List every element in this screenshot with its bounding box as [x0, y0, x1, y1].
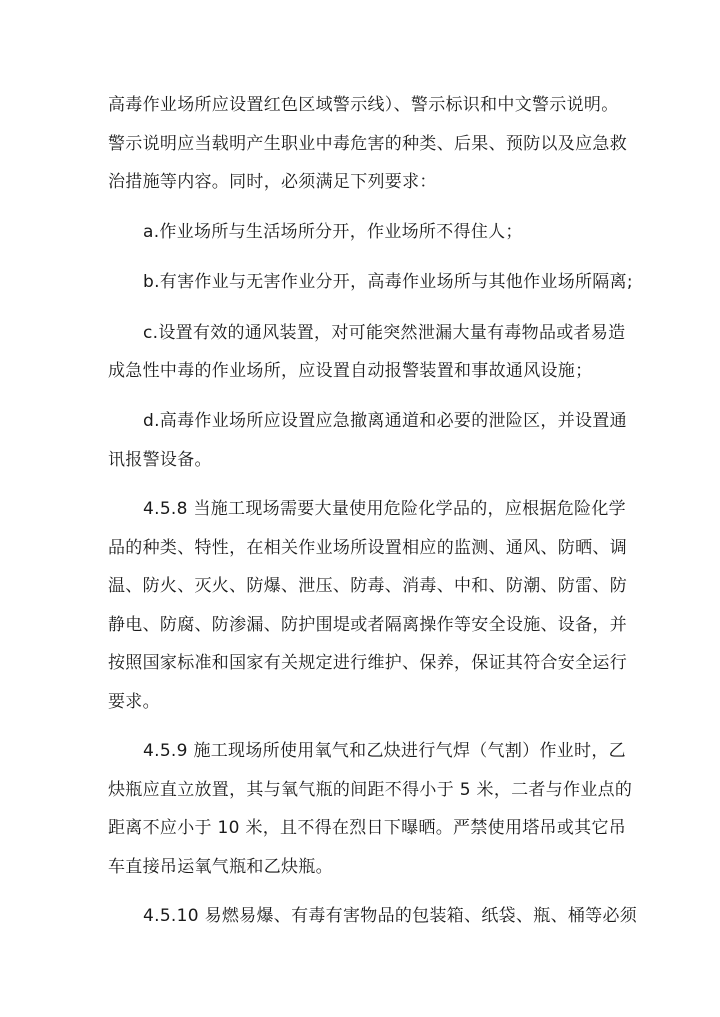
text-line: 治措施等内容。同时，必须满足下列要求：: [108, 172, 437, 192]
text-line: 品的种类、特性，在相关作业场所设置相应的监测、通风、防晒、调: [108, 538, 627, 558]
text-line: 讯报警设备。: [108, 450, 212, 470]
text-line: 4.5.8 当施工现场需要大量使用危险化学品的，应根据危险化学: [143, 499, 626, 519]
text-line: 车直接吊运氧气瓶和乙炔瓶。: [108, 857, 333, 877]
text-line: 高毒作业场所应设置红色区域警示线）、警示标识和中文警示说明。: [108, 95, 619, 115]
text-line: 炔瓶应直立放置，其与氧气瓶的间距不得小于 5 米，二者与作业点的: [108, 780, 633, 800]
text-line: b.有害作业与无害作业分开，高毒作业场所与其他作业场所隔离;: [143, 272, 633, 292]
text-line: 警示说明应当载明产生职业中毒危害的种类、后果、预防以及应急救: [108, 134, 627, 154]
text-line: 距离不应小于 10 米，且不得在烈日下曝晒。严禁使用塔吊或其它吊: [108, 818, 627, 838]
text-line: 4.5.9 施工现场所使用氧气和乙炔进行气焊（气割）作业时，乙: [143, 741, 626, 761]
text-line: 静电、防腐、防渗漏、防护围堤或者隔离操作等安全设施、设备，并: [108, 615, 627, 635]
text-line: 按照国家标准和国家有关规定进行维护、保养，保证其符合安全运行: [108, 653, 627, 673]
text-line: 成急性中毒的作业场所，应设置自动报警装置和事故通风设施；: [108, 361, 593, 381]
text-line: 4.5.10 易燃易爆、有毒有害物品的包装箱、纸袋、瓶、桶等必须: [143, 906, 638, 926]
text-line: a.作业场所与生活场所分开，作业场所不得住人；: [143, 222, 523, 242]
text-line: d.高毒作业场所应设置应急撤离通道和必要的泄险区，并设置通: [143, 411, 627, 431]
text-line: 温、防火、灭火、防爆、泄压、防毒、消毒、中和、防潮、防雷、防: [108, 576, 627, 596]
text-line: 要求。: [108, 692, 160, 712]
text-line: c.设置有效的通风装置，对可能突然泄漏大量有毒物品或者易造: [143, 323, 626, 343]
